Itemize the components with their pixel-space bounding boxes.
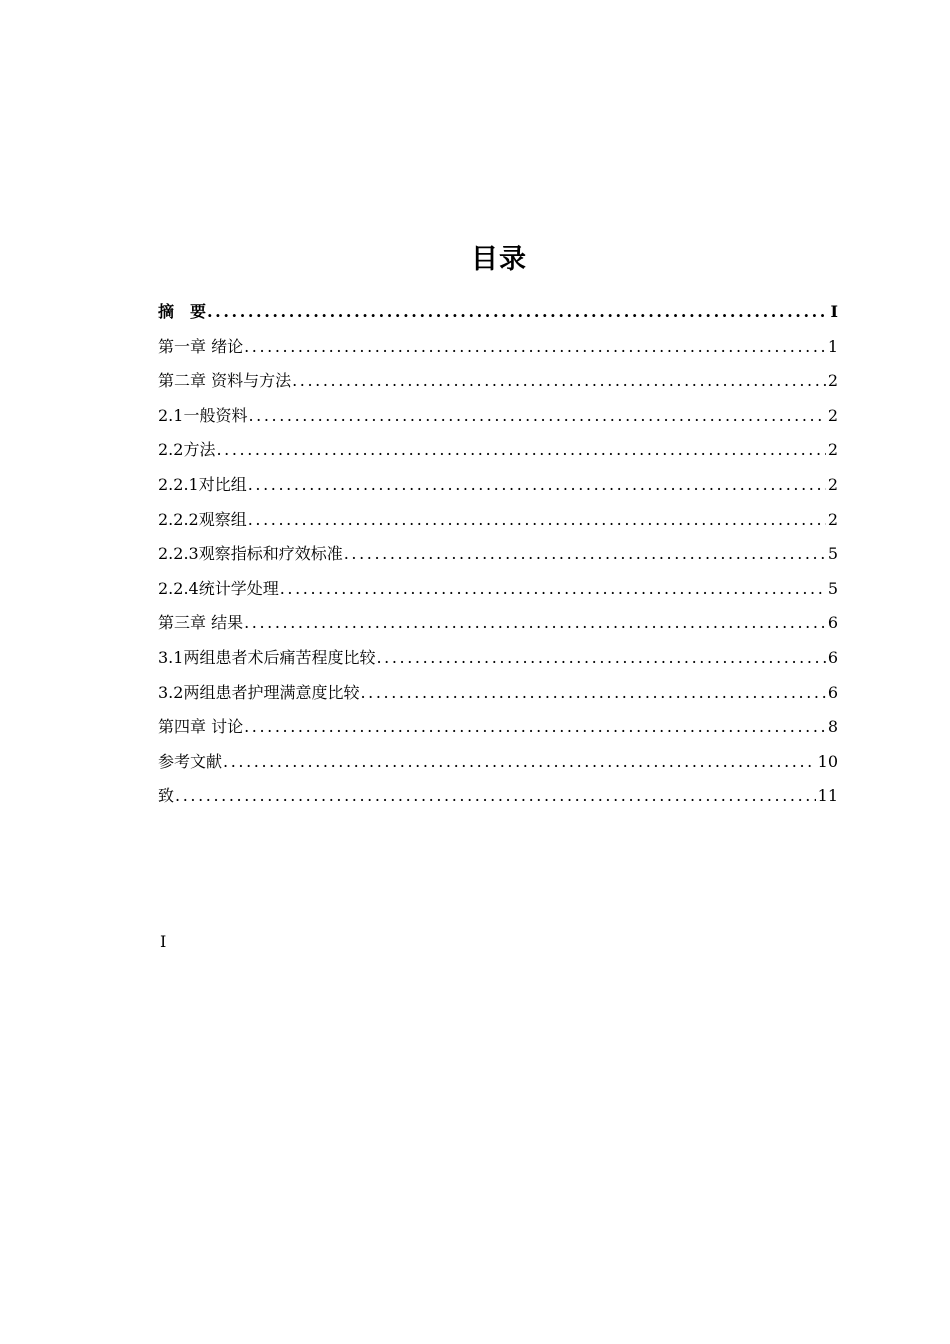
toc-entry[interactable]	[158, 606, 838, 641]
toc-dot-leader	[248, 503, 826, 538]
toc-dot-leader	[292, 364, 826, 399]
toc-dot-leader	[216, 433, 825, 468]
toc-dot-leader	[280, 572, 826, 607]
toc-entry-title: 第一章 绪论	[158, 336, 244, 356]
toc-entry-page: 2	[827, 440, 838, 460]
toc-entry-title: 第四章 讨论	[158, 717, 244, 737]
toc-dot-leader	[344, 537, 826, 572]
toc-entry-title: 2.2方法	[158, 440, 216, 460]
toc-entry-title: 参考文献	[158, 751, 223, 771]
toc-entry-title: 致	[158, 786, 175, 806]
toc-entry-page: 11	[817, 786, 838, 806]
page-title: 目录	[471, 244, 527, 275]
toc-entry[interactable]	[158, 676, 838, 711]
toc-entry-page: 6	[827, 682, 838, 702]
toc-entry[interactable]	[158, 330, 838, 365]
toc-entry-title: 3.2两组患者护理满意度比较	[158, 682, 360, 702]
toc-entry[interactable]	[158, 641, 838, 676]
toc-entry[interactable]	[158, 503, 838, 538]
toc-entry-page: I	[830, 302, 838, 321]
toc-entry[interactable]	[158, 537, 838, 572]
toc-dot-leader	[244, 330, 826, 365]
toc-entry-title: 摘 要	[158, 302, 207, 321]
toc-entry-title: 2.2.3观察指标和疗效标准	[158, 544, 343, 564]
toc-dot-leader	[360, 676, 825, 711]
toc-entry[interactable]	[158, 295, 838, 330]
page-number: I	[160, 932, 167, 951]
toc-entry-page: 2	[827, 474, 838, 494]
toc-dot-leader	[244, 710, 826, 745]
toc-dot-leader	[207, 295, 829, 330]
toc-entry-title: 2.2.2观察组	[158, 509, 247, 529]
toc-entry-title: 2.1一般资料	[158, 405, 248, 425]
toc-dot-leader	[248, 468, 826, 503]
toc-entry-page: 5	[827, 544, 838, 564]
toc-entry[interactable]	[158, 399, 838, 434]
toc-dot-leader	[223, 745, 816, 780]
toc-dot-leader	[248, 399, 825, 434]
toc-entry-page: 10	[817, 751, 838, 771]
toc-entry-page: 6	[827, 613, 838, 633]
toc-entry-title: 2.2.1对比组	[158, 474, 247, 494]
toc-entry-page: 2	[827, 405, 838, 425]
toc-dot-leader	[376, 641, 825, 676]
toc-entry[interactable]	[158, 364, 838, 399]
toc-entry-page: 8	[827, 717, 838, 737]
toc-entry[interactable]	[158, 468, 838, 503]
toc-entry-page: 6	[827, 647, 838, 667]
toc-entry-page: 2	[827, 371, 838, 391]
toc-entry-page: 2	[827, 509, 838, 529]
toc-list	[158, 295, 838, 814]
toc-entry-title: 2.2.4统计学处理	[158, 578, 279, 598]
toc-entry-page: 1	[827, 336, 838, 356]
toc-entry-title: 第三章 结果	[158, 613, 244, 633]
toc-entry-page: 5	[827, 578, 838, 598]
toc-entry[interactable]	[158, 433, 838, 468]
toc-entry-title: 第二章 资料与方法	[158, 371, 292, 391]
toc-entry[interactable]	[158, 572, 838, 607]
toc-entry[interactable]	[158, 779, 838, 814]
toc-dot-leader	[175, 779, 816, 814]
toc-entry[interactable]	[158, 710, 838, 745]
toc-entry[interactable]	[158, 745, 838, 780]
toc-dot-leader	[244, 606, 826, 641]
toc-entry-title: 3.1两组患者术后痛苦程度比较	[158, 647, 376, 667]
